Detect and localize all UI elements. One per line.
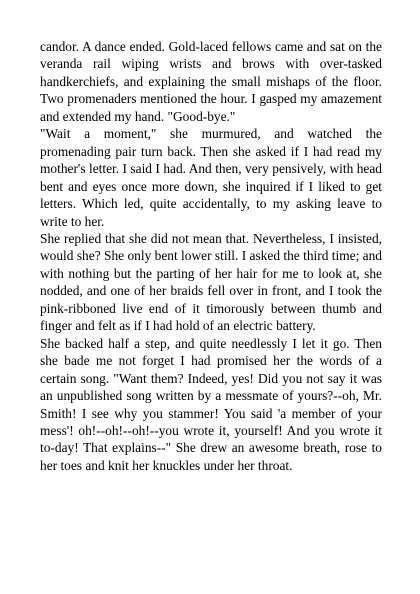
paragraph-3: She replied that she did not mean that. Nevertheless, I insisted, would she? She only bent lower still. I asked the third time; and with nothing but the parting of her hair for me to look at, she nodded, and one of her braids fell over in front, and I took the pink-ribboned live end of it timorously between thumb and finger and felt as if I had hold of an electric battery.: [40, 230, 382, 334]
paragraph-2: "Wait a moment," she murmured, and watched the promenading pair turn back. Then she asked if I had read my mother's letter. I said I had. And then, very pensively, with head bent and eyes once more down, she inquired if I liked to get letters. Which led, quite accidentally, to my asking leave to write to her.: [40, 126, 382, 229]
page-text: [40, 38, 382, 474]
paragraph-4: She backed half a step, and quite needlessly I let it go. Then she bade me not forget I had promised her the words of a certain song. "Want them? Indeed, yes! Did you not say it was an unpublished song written by a messmate of yours?--oh, Mr. Smith! I see why you stammer! You said 'a member of your mess'! oh!--oh!--oh!--you wrote it, yourself! And you wrote it to-day! That explains--" She drew an awesome breath, rose to her toes and knit her knuckles under her throat.: [40, 335, 382, 473]
paragraph-1: candor. A dance ended. Gold-laced fellows came and sat on the veranda rail wiping wrists and brows with over-tasked handkerchiefs, and explaining the small mishaps of the floor. Two promenaders mentioned the hour. I gasped my amazement and extended my hand. "Good-bye.": [40, 39, 382, 124]
